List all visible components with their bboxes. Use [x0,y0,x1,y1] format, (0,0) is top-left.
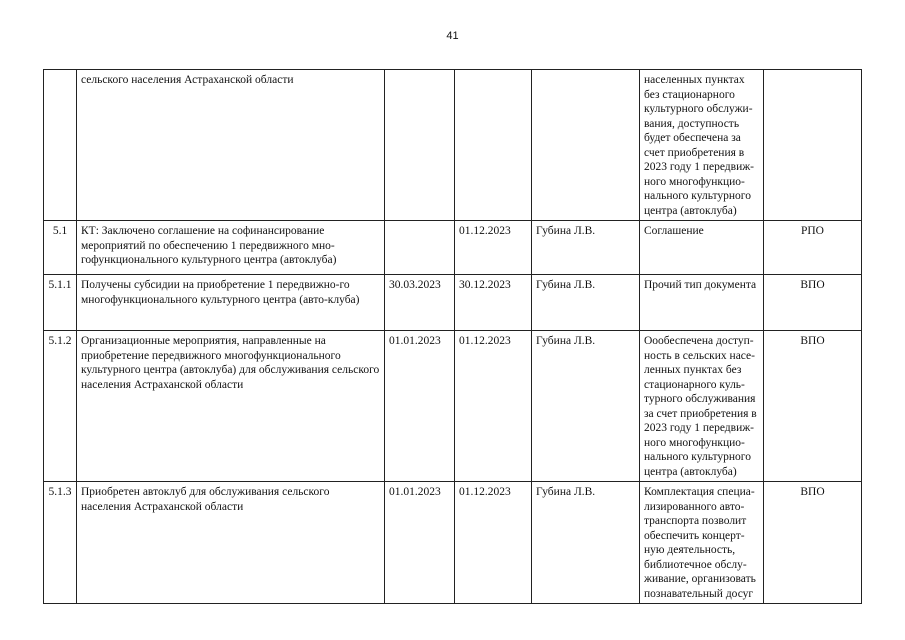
result-description: Соглашение [640,221,764,275]
control-type: ВПО [764,331,862,482]
row-number [44,70,77,221]
result-description: Оообеспечена доступ-ность в сельских насе-ленных пунктах без стационарного куль-турного обслуживания за счет приобретения в 2023 году 1 передвиж-ного многофункцио-нального культурного центра (автоклуба) [640,331,764,482]
table-row [44,221,862,275]
result-description: населенных пунктах без стационарного культурного обслужи-вания, доступность будет обеспечена за счет приобретения в 2023 году 1 передвиж-ного многофункцио-нального культурного центра (автоклуба) [640,70,764,221]
responsible-person: Губина Л.В. [532,221,640,275]
responsible-person: Губина Л.В. [532,331,640,482]
control-type: ВПО [764,275,862,331]
document-table [43,69,862,604]
page-number: 41 [446,30,459,42]
control-type: ВПО [764,482,862,604]
responsible-person: Губина Л.В. [532,275,640,331]
row-number: 5.1.2 [44,331,77,482]
end-date: 01.12.2023 [455,221,532,275]
control-type: РПО [764,221,862,275]
row-number: 5.1.1 [44,275,77,331]
activity-name: Приобретен автоклуб для обслуживания сельского населения Астраханской области [77,482,385,604]
responsible-person: Губина Л.В. [532,482,640,604]
result-description: Прочий тип документа [640,275,764,331]
end-date: 30.12.2023 [455,275,532,331]
activity-name: сельского населения Астраханской области [77,70,385,221]
table-row [44,331,862,482]
start-date: 01.01.2023 [385,482,455,604]
activity-name: КТ: Заключено соглашение на софинансирование мероприятий по обеспечению 1 передвижного мно-гофункционального культурного центра (автоклуба) [77,221,385,275]
end-date [455,70,532,221]
start-date [385,70,455,221]
table-row [44,275,862,331]
activity-name: Организационные мероприятия, направленные на приобретение передвижного многофункционального культурного центра (автоклуба) для обслуживания сельского населения Астраханской области [77,331,385,482]
responsible-person [532,70,640,221]
table-row [44,482,862,604]
row-number: 5.1 [44,221,77,275]
end-date: 01.12.2023 [455,331,532,482]
start-date [385,221,455,275]
table-row [44,70,862,221]
result-description: Комплектация специа-лизированного авто-транспорта позволит обеспечить концерт-ную деятельность, библиотечное обслу-живание, организовать познавательный досуг [640,482,764,604]
row-number: 5.1.3 [44,482,77,604]
start-date: 01.01.2023 [385,331,455,482]
start-date: 30.03.2023 [385,275,455,331]
end-date: 01.12.2023 [455,482,532,604]
control-type [764,70,862,221]
activity-name: Получены субсидии на приобретение 1 передвижно-го многофункционального культурного центра (авто-клуба) [77,275,385,331]
